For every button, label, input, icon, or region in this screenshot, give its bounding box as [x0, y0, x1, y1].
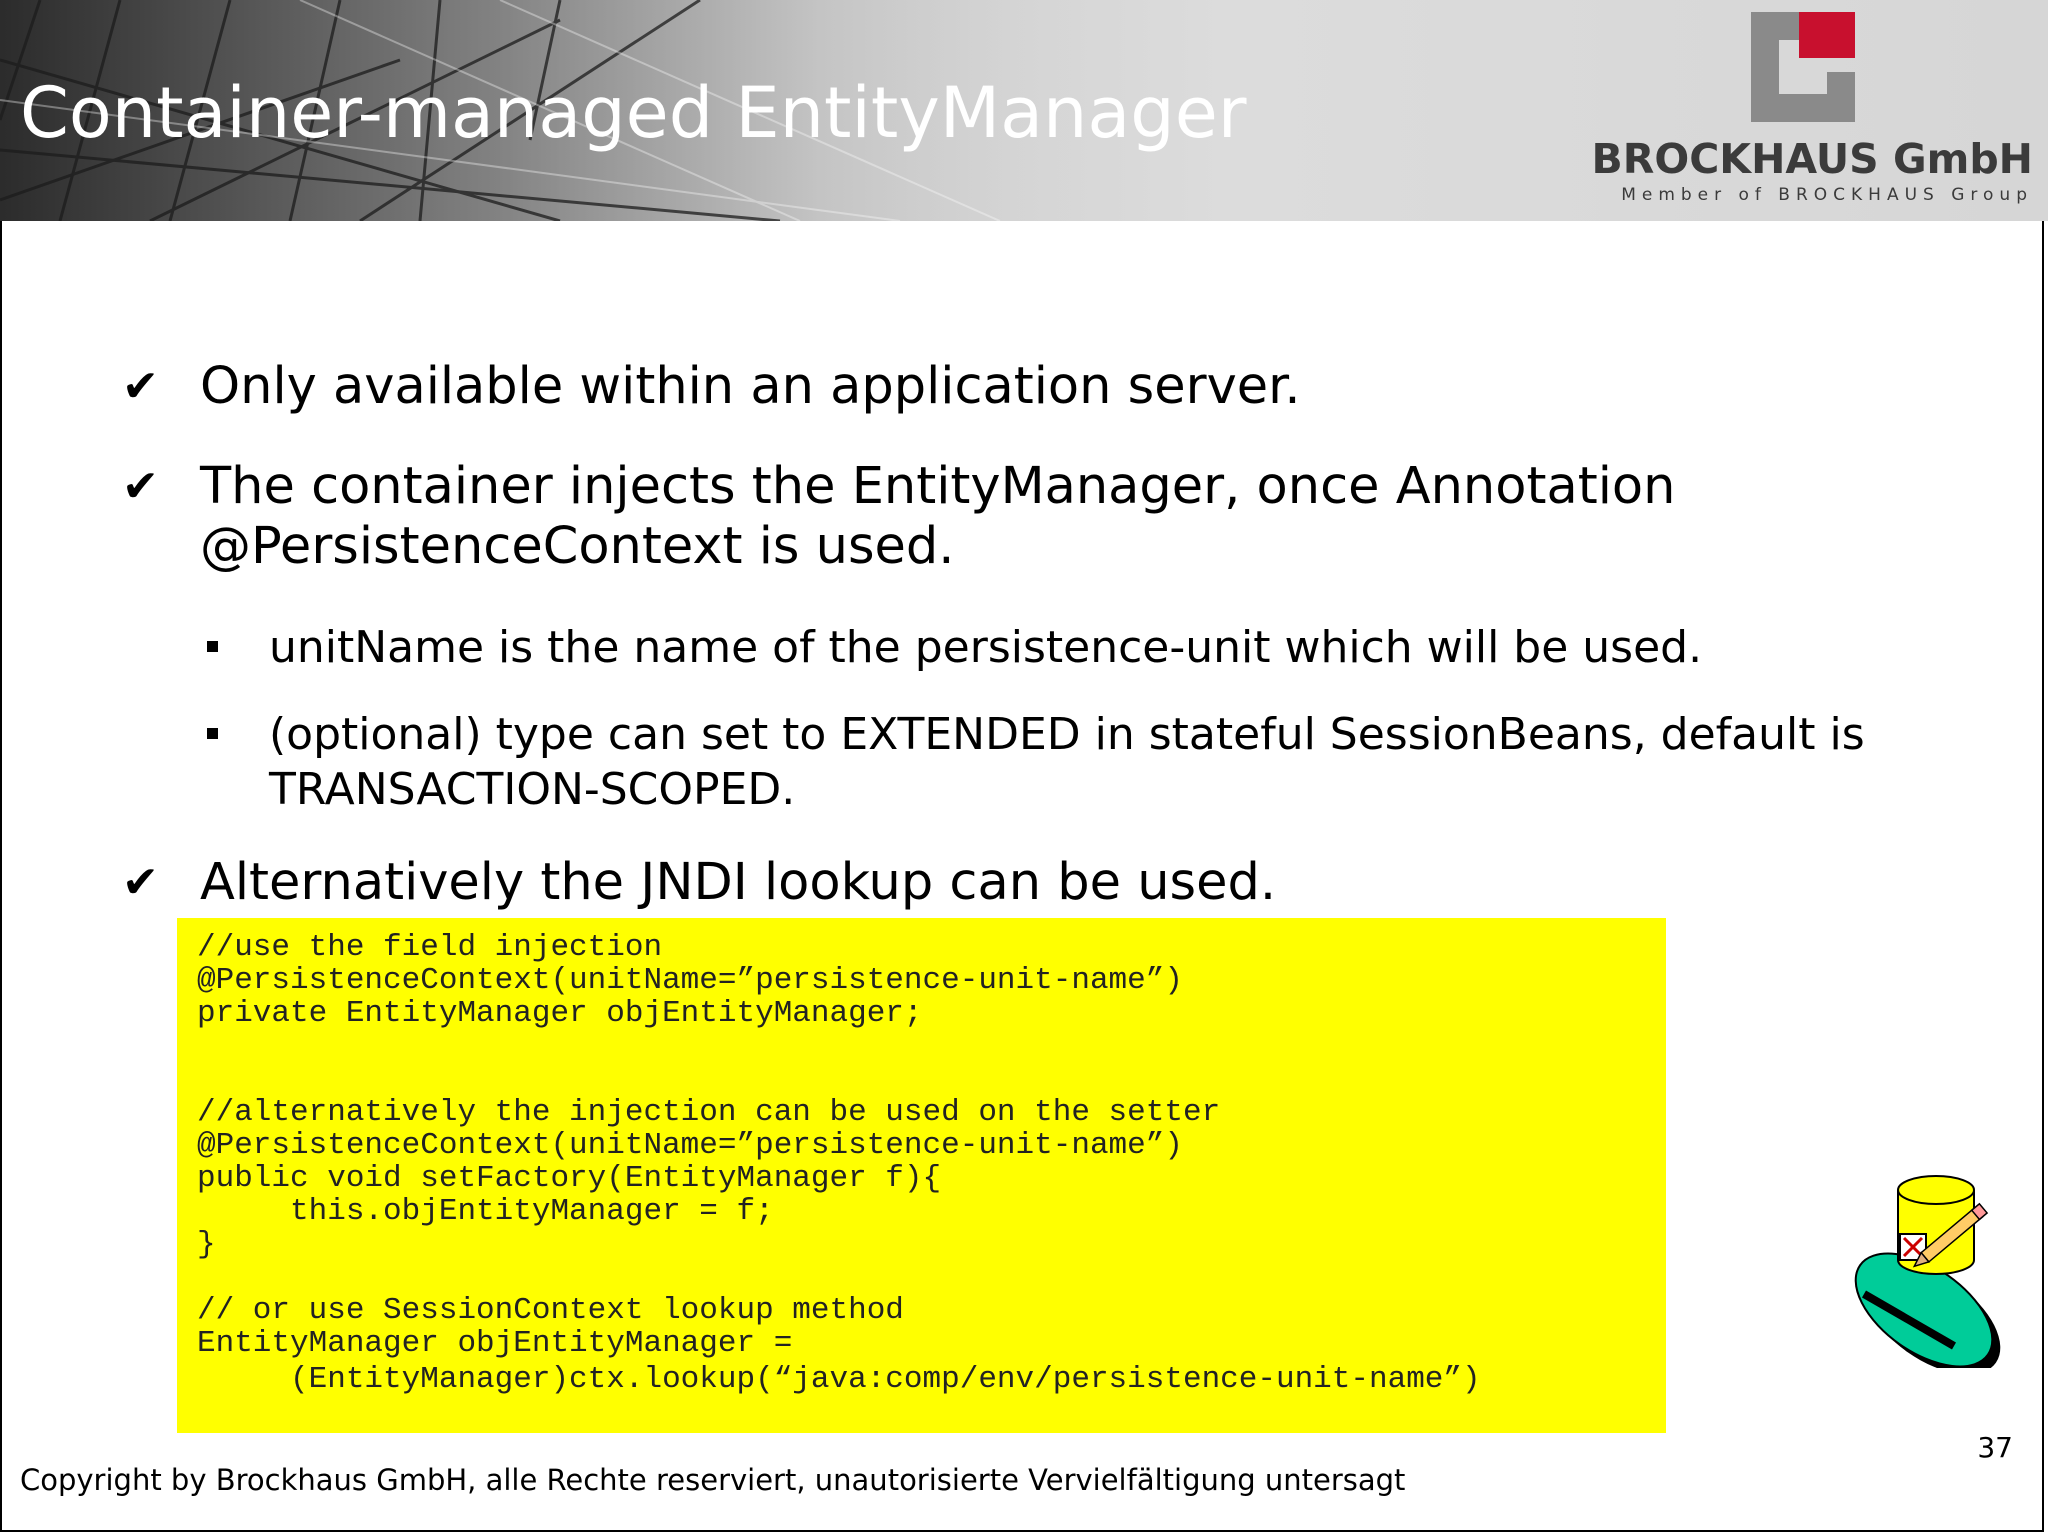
logo-tagline: Member of BROCKHAUS Group: [1621, 185, 2033, 205]
slide-header: [0, 0, 2048, 221]
code-block: [177, 918, 1666, 1433]
bullet-text: Only available within an application server.: [200, 357, 1301, 416]
sub-bullet-text: TRANSACTION-SCOPED.: [269, 764, 796, 815]
code-line: // or use SessionContext lookup method: [197, 1293, 904, 1328]
slide-title: Container-managed EntityManager: [20, 72, 1247, 154]
checkmark-icon: ✔: [122, 361, 159, 412]
bullet-text: Alternatively the JNDI lookup can be used.: [200, 853, 1277, 912]
code-line: (EntityManager)ctx.lookup(“java:comp/env/persistence-unit-name”): [197, 1362, 1481, 1397]
code-line: private EntityManager objEntityManager;: [197, 996, 923, 1031]
page-number: 37: [1977, 1431, 2013, 1464]
bullet-text: @PersistenceContext is used.: [200, 517, 955, 576]
bullet-text: The container injects the EntityManager, once Annotation: [200, 457, 1676, 516]
square-bullet-icon: [207, 728, 218, 739]
checkmark-icon: ✔: [122, 461, 159, 512]
logo-company-name: BROCKHAUS GmbH: [1591, 135, 2033, 183]
brockhaus-logo-mark-icon: [1751, 12, 1855, 122]
square-bullet-icon: [207, 641, 218, 652]
sub-bullet-text: (optional) type can set to EXTENDED in stateful SessionBeans, default is: [269, 709, 1865, 760]
code-line: @PersistenceContext(unitName=”persistence-unit-name”): [197, 963, 1183, 998]
code-line: this.objEntityManager = f;: [197, 1194, 774, 1229]
database-edit-clipart-icon: [1820, 1168, 2010, 1368]
code-line: public void setFactory(EntityManager f){: [197, 1161, 942, 1196]
copyright-notice: Copyright by Brockhaus GmbH, alle Rechte reserviert, unautorisierte Vervielfältigung untersagt: [20, 1463, 1406, 1497]
checkmark-icon: ✔: [122, 857, 159, 908]
code-line: }: [197, 1227, 216, 1262]
code-line: EntityManager objEntityManager =: [197, 1326, 793, 1361]
sub-bullet-text: unitName is the name of the persistence-unit which will be used.: [269, 622, 1703, 673]
code-line: //alternatively the injection can be used on the setter: [197, 1095, 1221, 1130]
brockhaus-logo: [1578, 12, 2033, 212]
code-line: @PersistenceContext(unitName=”persistence-unit-name”): [197, 1128, 1183, 1163]
code-line: //use the field injection: [197, 930, 663, 965]
